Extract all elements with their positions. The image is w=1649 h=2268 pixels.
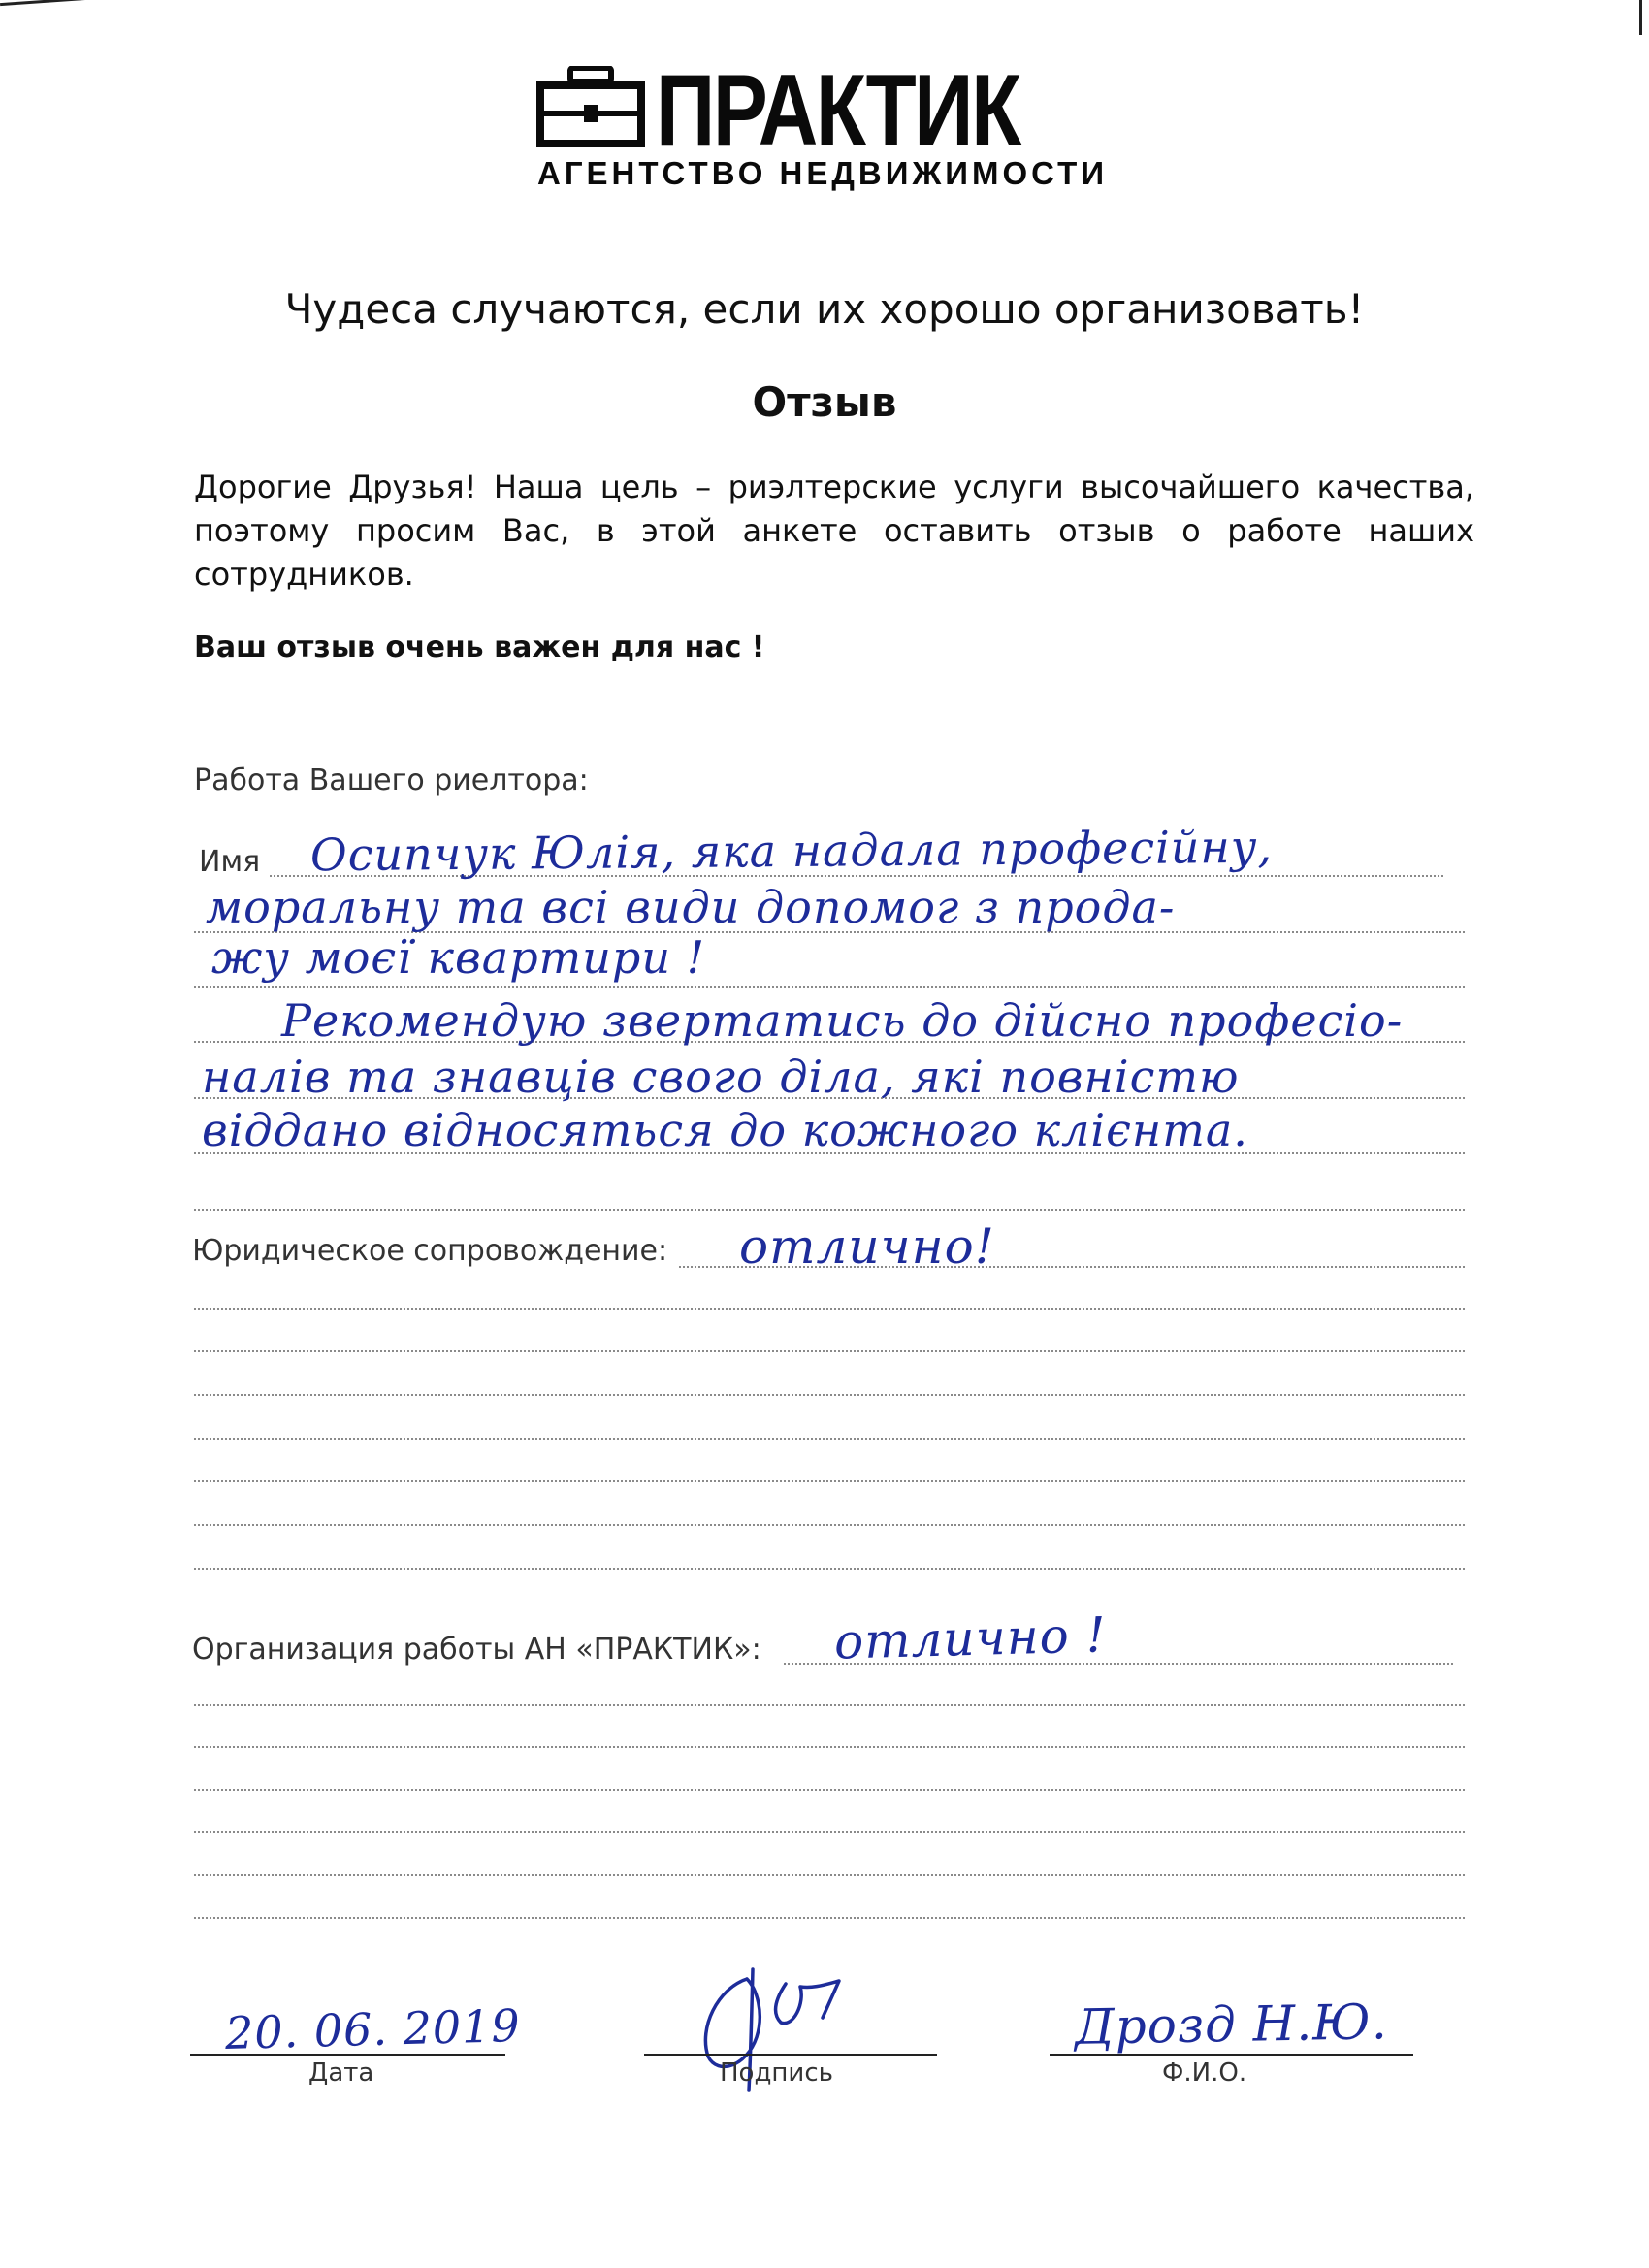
scan-mark [0,0,87,6]
realtor-review-line: віддано відносяться до кожного клієнта. [202,1104,1248,1156]
fio-value: Дрозд Н.Ю. [1074,1993,1389,2056]
answer-line [194,1789,1465,1791]
fio-line [1050,2054,1413,2056]
answer-line [194,1394,1465,1396]
name-label: Имя [199,845,261,879]
signature-caption: Подпись [720,2058,833,2088]
answer-line [194,1874,1465,1876]
importance-note: Ваш отзыв очень важен для нас ! [194,631,765,664]
answer-line [194,1438,1465,1440]
logo-name: ПРАКТИК [656,54,1019,167]
answer-line [194,1917,1465,1919]
briefcase-icon [534,66,648,151]
realtor-review-line: моральну та всі види допомог з прода- [206,881,1176,933]
answer-line [194,1524,1465,1526]
answer-line [194,1308,1465,1310]
answer-line [194,1209,1465,1211]
date-caption: Дата [308,2058,374,2088]
signature-line [644,2054,937,2056]
date-line [190,2054,505,2056]
date-value: 20. 06. 2019 [224,1999,522,2059]
answer-line [194,1350,1465,1352]
intro-text: Дорогие Друзья! Наша цель – риэлтерские услуги высочайшего качества, поэтому просим Вас, в этой анкете оставить отзыв о работе наших сотрудников. [194,469,1474,593]
realtor-review-line: налів та знавців свого діла, які повністю [202,1051,1240,1103]
realtor-section-label: Работа Вашего риелтора: [194,763,589,797]
fio-caption: Ф.И.О. [1162,2058,1247,2088]
scan-mark [1639,0,1642,35]
answer-line [194,1704,1465,1706]
legal-section-label: Юридическое сопровождение: [192,1234,668,1268]
answer-line [194,1746,1465,1748]
org-review: отлично ! [833,1606,1108,1670]
realtor-review-line: Осипчук Юлія, яка надала професійну, [309,820,1274,882]
answer-line [194,1480,1465,1482]
document-title: Отзыв [752,378,897,426]
org-section-label: Организация работы АН «ПРАКТИК»: [192,1633,761,1667]
company-logo [532,54,1133,196]
realtor-review-line: Рекомендую звертатись до дійсно професіо- [281,994,1404,1047]
answer-line [194,1568,1465,1570]
answer-line [194,986,1465,988]
legal-review: отлично! [739,1218,995,1275]
logo-subtitle: АГЕНТСТВО НЕДВИЖИМОСТИ [537,155,1109,191]
answer-line [194,1831,1465,1833]
slogan: Чудеса случаются, если их хорошо организовать! [284,285,1365,333]
realtor-review-line: жу моєї квартири ! [211,931,706,984]
